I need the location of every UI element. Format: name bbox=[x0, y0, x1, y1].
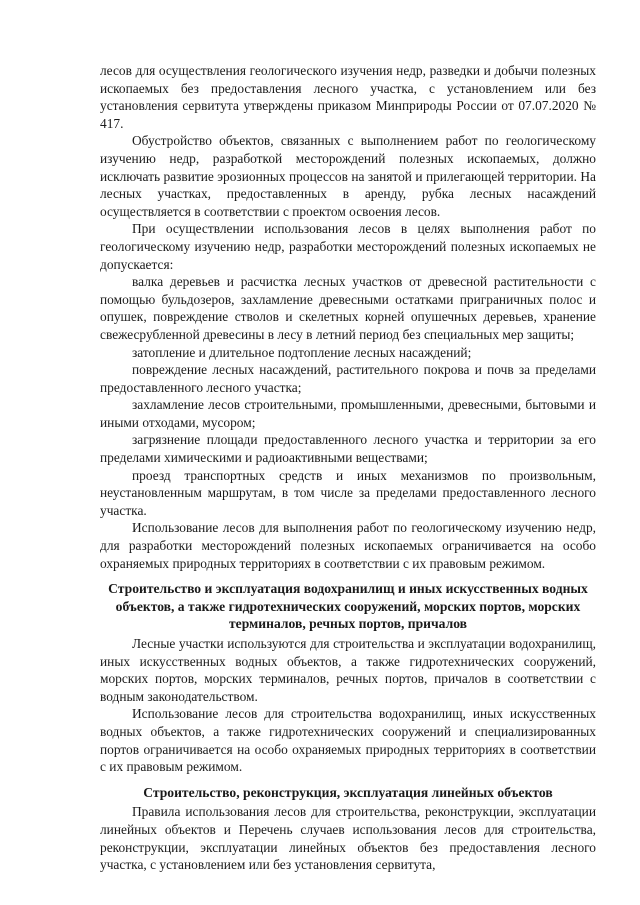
paragraph: проезд транспортных средств и иных механизмов по произвольным, неустановленным маршрутам, в том числе за пределами предоставленного лесного участка. bbox=[100, 467, 596, 518]
section-geology bbox=[100, 62, 596, 572]
paragraph: загрязнение площади предоставленного лесного участка и территории за его пределами химическими и радиоактивными веществами; bbox=[100, 432, 596, 466]
paragraph: Обустройство объектов, связанных с выполнением работ по геологическому изучению недр, разработкой месторождений полезных ископаемых, должно исключать развитие эрозионных процессов на занятой и прилегающей территории. На лесных участках, предоставленных в аренду, рубка лесных насаждений осуществляется в соответствии с проектом освоения лесов. bbox=[100, 133, 596, 219]
paragraph: Использование лесов для выполнения работ по геологическому изучению недр, для разработки месторождений полезных ископаемых ограничивается на особо охраняемых природных территориях в соответствии с их правовым режимом. bbox=[100, 520, 596, 571]
paragraph: затопление и длительное подтопление лесных насаждений; bbox=[132, 344, 472, 360]
paragraph: Лесные участки используются для строительства и эксплуатации водохранилищ, иных искусственных водных объектов, а также гидротехнических сооружений, морских портов, морских терминалов, речных портов, причалов в соответствии с водным законодательством. bbox=[100, 636, 596, 704]
paragraph: Использование лесов для строительства водохранилищ, иных искусственных водных объектов, а также гидротехнических сооружений и специализированных портов ограничивается на особо охраняемых природных территориях в соответствии с их правовым режимом. bbox=[100, 706, 596, 775]
paragraph: Правила использования лесов для строительства, реконструкции, эксплуатации линейных объектов и Перечень случаев использования лесов для строительства, реконструкции, эксплуатации линейных объектов без предоставления лесного участка, с установлением или без установления сервитута, bbox=[100, 804, 596, 873]
paragraph: валка деревьев и расчистка лесных участков от древесной растительности с помощью бульдозеров, захламление древесными остатками приграничных полос и опушек, повреждение стволов и скелетных корней опушечных деревьев, хранение свежесрубленной древесины в лесу в летний период без специальных мер защиты; bbox=[100, 274, 596, 342]
paragraph: лесов для осуществления геологического изучения недр, разведки и добычи полезных ископаемых без предоставления лесного участка, с установлением или без установления сервитута утверждены приказом Минприроды России от 07.07.2020 № 417. bbox=[100, 63, 596, 131]
section-reservoirs bbox=[100, 635, 596, 776]
section-heading-linear-objects: Строительство, реконструкция, эксплуатация линейных объектов bbox=[143, 784, 553, 800]
section-linear-objects bbox=[100, 803, 596, 873]
paragraph: повреждение лесных насаждений, растительного покрова и почв за пределами предоставленного лесного участка; bbox=[100, 362, 596, 395]
paragraph: захламление лесов строительными, промышленными, древесными, бытовыми и иными отходами, мусором; bbox=[100, 397, 596, 430]
section-heading-reservoirs: Строительство и эксплуатация водохранилищ и иных искусственных водных объектов, а также гидротехнических сооружений, морских портов, морских терминалов, речных портов, причалов bbox=[108, 581, 588, 632]
document-body bbox=[100, 62, 596, 874]
paragraph: При осуществлении использования лесов в целях выполнения работ по геологическому изучению недр, разработки месторождений полезных ископаемых не допускается: bbox=[100, 221, 596, 272]
